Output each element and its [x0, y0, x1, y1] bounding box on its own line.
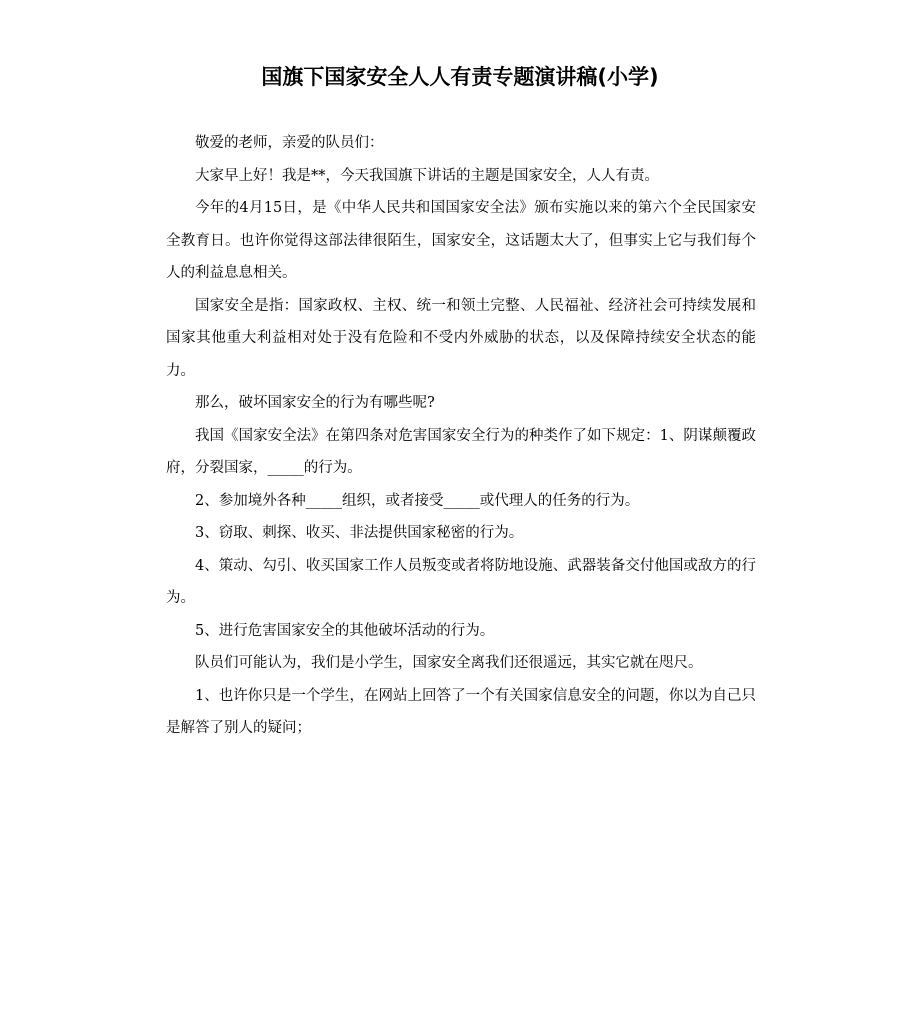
document-body — [166, 127, 756, 745]
paragraph-question: 那么，破坏国家安全的行为有哪些呢? — [195, 395, 435, 411]
paragraph-education-day: 今年的4月15日，是《中华人民共和国国家安全法》颁布实施以来的第六个全民国家安全教育日。也许你觉得这部法律很陌生，国家安全，这话题太大了，但事实上它与我们每个人的利益息息相关。 — [166, 200, 756, 281]
paragraph-item-4: 4、策动、勾引、收买国家工作人员叛变或者将防地设施、武器装备交付他国或敌方的行为。 — [166, 557, 756, 606]
paragraph-salutation: 敬爱的老师，亲爱的队员们： — [195, 135, 384, 151]
paragraph-item-3: 3、窃取、刺探、收买、非法提供国家秘密的行为。 — [195, 525, 524, 541]
paragraph-students: 队员们可能认为，我们是小学生，国家安全离我们还很遥远，其实它就在咫尺。 — [195, 655, 703, 671]
paragraph-greeting: 大家早上好！我是**，今天我国旗下讲话的主题是国家安全，人人有责。 — [195, 167, 659, 184]
paragraph-item-2: 2、参加境外各种_____组织，或者接受_____或代理人的任务的行为。 — [195, 492, 640, 509]
page-title: 国旗下国家安全人人有责专题演讲稿(小学) — [261, 65, 659, 89]
paragraph-definition: 国家安全是指：国家政权、主权、统一和领土完整、人民福祉、经济社会可持续发展和国家其他重大利益相对处于没有危险和不受内外威胁的状态，以及保障持续安全状态的能力。 — [166, 297, 756, 379]
paragraph-item-5: 5、进行危害国家安全的其他破坏活动的行为。 — [195, 622, 495, 639]
paragraph-example-1: 1、也许你只是一个学生，在网站上回答了一个有关国家信息安全的问题，你以为自己只是解答了别人的疑问； — [166, 687, 756, 736]
paragraph-law-article: 我国《国家安全法》在第四条对危害国家安全行为的种类作了如下规定：1、阴谋颠覆政府，分裂国家，_____的行为。 — [166, 427, 756, 476]
